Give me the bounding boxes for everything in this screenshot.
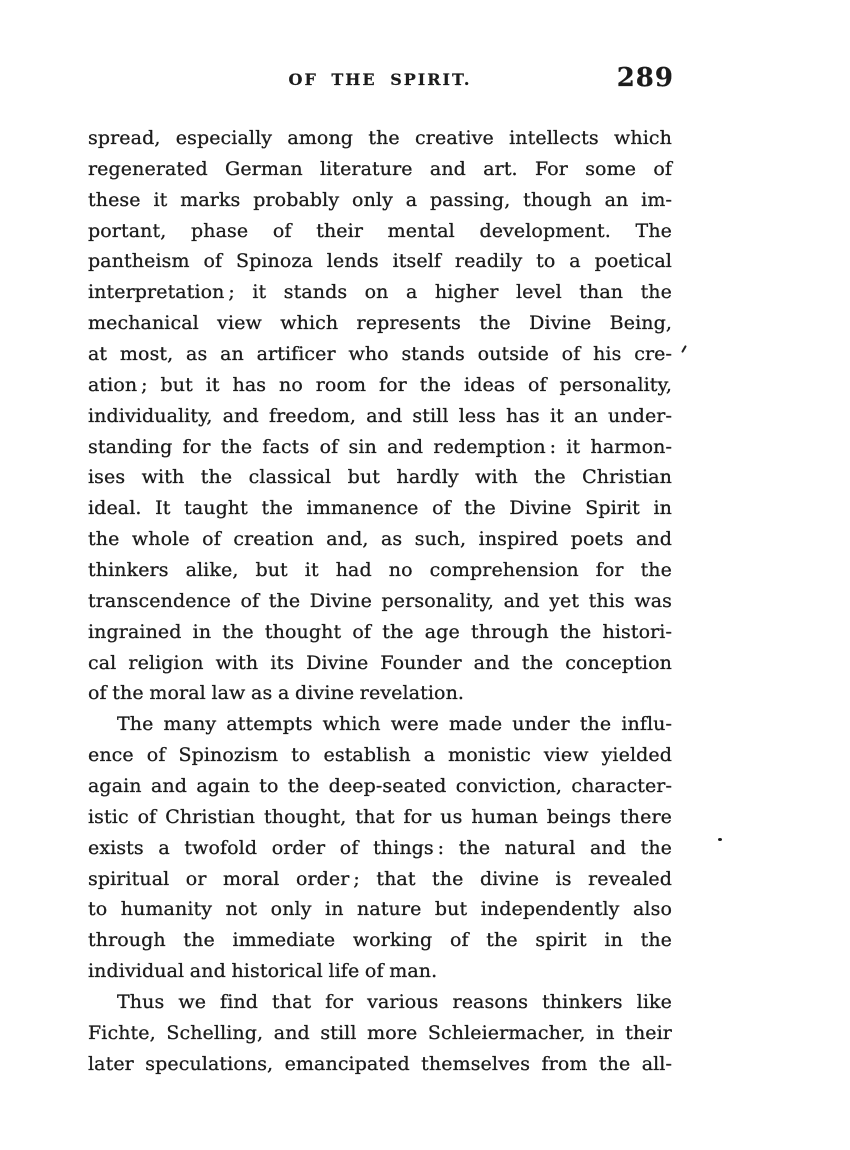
text-line: pantheism of Spinoza lends itself readily to a poetical — [88, 250, 672, 273]
text-line: portant, phase of their mental development. The — [88, 219, 672, 242]
text-line: the whole of creation and, as such, inspired poets and — [88, 528, 672, 551]
text-line: The many attempts which were made under the influ- — [117, 713, 672, 736]
text-line: istic of Christian thought, that for us human beings there — [88, 805, 672, 828]
text-line: ingrained in the thought of the age through the histori- — [88, 620, 672, 643]
page-number: 289 — [616, 63, 674, 93]
scan-artifact-dot — [718, 838, 722, 841]
text-line: these it marks probably only a passing, though an im- — [88, 188, 672, 211]
text-line: later speculations, emancipated themselves from the all- — [88, 1052, 672, 1075]
text-line: mechanical view which represents the Divine Being, — [88, 312, 672, 335]
text-line: individual and historical life of man. — [88, 960, 438, 983]
text-line: spiritual or moral order ; that the divine is revealed — [88, 867, 672, 890]
text-line: thinkers alike, but it had no comprehension for the — [88, 559, 672, 582]
text-line: of the moral law as a divine revelation. — [88, 682, 465, 705]
text-line: ation ; but it has no room for the ideas of personality, — [88, 373, 672, 396]
text-line: transcendence of the Divine personality, and yet this was — [88, 589, 672, 612]
text-line: ence of Spinozism to establish a monistic view yielded — [88, 744, 672, 767]
text-line: to humanity not only in nature but independently also — [88, 898, 672, 921]
text-line: standing for the facts of sin and redemption : it harmon- — [88, 435, 672, 458]
page-body — [88, 123, 672, 1080]
text-line: interpretation ; it stands on a higher level than the — [88, 281, 672, 304]
text-line: spread, especially among the creative intellects which — [88, 127, 672, 149]
text-line: through the immediate working of the spirit in the — [88, 929, 672, 952]
scan-artifact-tick — [681, 345, 687, 353]
text-line: cal religion with its Divine Founder and the conception — [88, 651, 672, 674]
text-line: individuality, and freedom, and still less has it an under- — [88, 404, 672, 427]
text-line: exists a twofold order of things : the natural and the — [88, 836, 672, 859]
text-line: again and again to the deep-seated conviction, character- — [88, 775, 672, 798]
text-line: ideal. It taught the immanence of the Divine Spirit in — [88, 497, 672, 520]
text-line: Fichte, Schelling, and still more Schleiermacher, in their — [88, 1021, 672, 1044]
page-header — [88, 63, 674, 96]
running-title: OF THE SPIRIT. — [288, 70, 472, 89]
text-line: at most, as an artificer who stands outside of his cre- — [88, 343, 672, 366]
text-line: ises with the classical but hardly with the Christian — [88, 466, 672, 489]
text-line: Thus we find that for various reasons thinkers like — [117, 991, 672, 1014]
text-line: regenerated German literature and art. For some of — [88, 157, 672, 180]
